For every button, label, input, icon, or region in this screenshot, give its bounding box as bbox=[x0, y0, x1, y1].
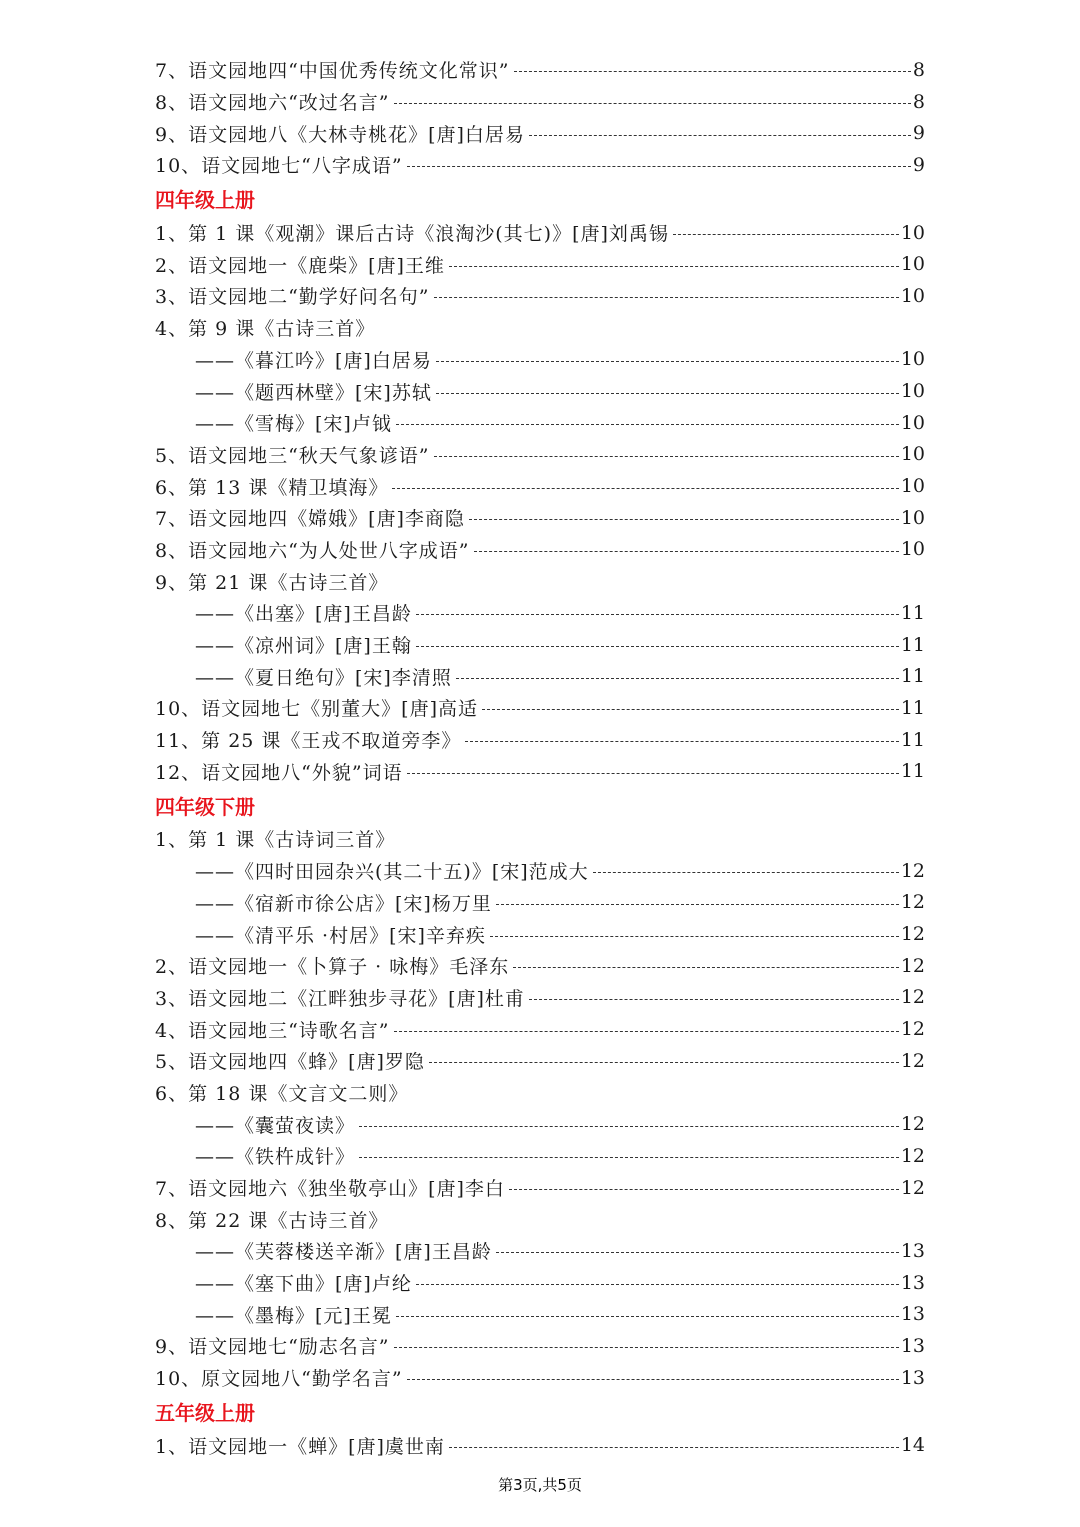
toc-subentry[interactable] bbox=[155, 887, 925, 919]
entry-title: 9、语文园地八《大林寺桃花》[唐]白居易 bbox=[155, 123, 525, 146]
entry-title: 4、语文园地三“诗歌名言” bbox=[155, 1019, 390, 1042]
dot-leader bbox=[396, 424, 899, 425]
entry-title: 7、语文园地四“中国优秀传统文化常识” bbox=[155, 60, 510, 83]
entry-title: 2、语文园地一《鹿柴》[唐]王维 bbox=[155, 254, 445, 277]
page-number: 11 bbox=[900, 665, 925, 688]
page-footer: 第3页,共5页 bbox=[498, 1476, 582, 1494]
toc-entry[interactable] bbox=[155, 280, 925, 312]
entry-title: 8、语文园地六“为人处世八字成语” bbox=[155, 539, 470, 562]
toc-entry[interactable] bbox=[155, 692, 925, 724]
page-number: 12 bbox=[900, 954, 925, 977]
toc-entry[interactable] bbox=[155, 724, 925, 756]
entry-title: 1、第 1 课《古诗词三首》 bbox=[155, 829, 396, 852]
dot-leader bbox=[593, 872, 899, 873]
page-number: 9 bbox=[912, 153, 925, 176]
page-number: 10 bbox=[900, 443, 925, 466]
entry-title: 11、第 25 课《王戎不取道旁李》 bbox=[155, 730, 462, 753]
toc-entry[interactable] bbox=[155, 1077, 925, 1109]
entry-title: 10、原文园地八“勤学名言” bbox=[155, 1368, 403, 1391]
page-number: 10 bbox=[900, 538, 925, 561]
page-number: 12 bbox=[900, 891, 925, 914]
toc-entry[interactable] bbox=[155, 950, 925, 982]
toc-subentry[interactable] bbox=[155, 1108, 925, 1140]
entry-title: ——《出塞》[唐]王昌龄 bbox=[195, 603, 412, 626]
toc-subentry[interactable] bbox=[155, 375, 925, 407]
entry-title: 10、语文园地七“八字成语” bbox=[155, 155, 403, 178]
page-number: 9 bbox=[912, 122, 925, 145]
toc-entry[interactable] bbox=[155, 1430, 925, 1462]
entry-title: ——《铁杵成针》 bbox=[195, 1146, 356, 1169]
page-number: 8 bbox=[912, 58, 925, 81]
page-number: 8 bbox=[912, 90, 925, 113]
entry-title: ——《雪梅》[宋]卢钺 bbox=[195, 413, 392, 436]
dot-leader bbox=[407, 773, 899, 774]
page-number: 12 bbox=[900, 1113, 925, 1136]
entry-title: ——《题西林壁》[宋]苏轼 bbox=[195, 381, 432, 404]
dot-leader bbox=[436, 361, 899, 362]
dot-leader bbox=[490, 936, 899, 937]
toc-entry[interactable] bbox=[155, 823, 925, 855]
toc-entry[interactable] bbox=[155, 86, 925, 118]
entry-title: ——《四时田园杂兴(其二十五)》[宋]范成大 bbox=[195, 861, 589, 884]
dot-leader bbox=[436, 393, 899, 394]
page-number: 10 bbox=[900, 380, 925, 403]
entry-title: 9、语文园地七“励志名言” bbox=[155, 1336, 390, 1359]
toc-subentry[interactable] bbox=[155, 660, 925, 692]
page-number: 10 bbox=[900, 284, 925, 307]
toc-subentry[interactable] bbox=[155, 1235, 925, 1267]
entry-title: 5、语文园地四《蜂》[唐]罗隐 bbox=[155, 1051, 425, 1074]
toc-entry[interactable] bbox=[155, 439, 925, 471]
dot-leader bbox=[456, 678, 899, 679]
entry-title: 6、第 18 课《文言文二则》 bbox=[155, 1082, 409, 1105]
entry-title: 4、第 9 课《古诗三首》 bbox=[155, 318, 376, 341]
dot-leader bbox=[416, 646, 899, 647]
toc-entry[interactable] bbox=[155, 502, 925, 534]
page-number: 12 bbox=[900, 859, 925, 882]
toc-entry[interactable] bbox=[155, 1172, 925, 1204]
toc-entry[interactable] bbox=[155, 248, 925, 280]
toc-subentry[interactable] bbox=[155, 1298, 925, 1330]
toc-entry[interactable] bbox=[155, 217, 925, 249]
toc-entry[interactable] bbox=[155, 1045, 925, 1077]
entry-title: 12、语文园地八“外貌”词语 bbox=[155, 761, 403, 784]
toc-entry[interactable] bbox=[155, 54, 925, 86]
dot-leader bbox=[482, 709, 899, 710]
section-heading: 四年级下册 bbox=[155, 794, 255, 819]
toc-subentry[interactable] bbox=[155, 855, 925, 887]
entry-title: ——《囊萤夜读》 bbox=[195, 1114, 356, 1137]
dot-leader bbox=[529, 999, 899, 1000]
toc-subentry[interactable] bbox=[155, 597, 925, 629]
page-number: 11 bbox=[900, 696, 925, 719]
page-number: 13 bbox=[900, 1334, 925, 1357]
toc-entry[interactable] bbox=[155, 1330, 925, 1362]
toc-subentry[interactable] bbox=[155, 1140, 925, 1172]
toc-entry[interactable] bbox=[155, 149, 925, 181]
toc-subentry[interactable] bbox=[155, 629, 925, 661]
page-number: 12 bbox=[900, 1144, 925, 1167]
page-number: 10 bbox=[900, 348, 925, 371]
entry-title: 3、语文园地二“勤学好问名句” bbox=[155, 286, 430, 309]
page-number: 12 bbox=[900, 1176, 925, 1199]
entry-title: 7、语文园地四《嫦娥》[唐]李商隐 bbox=[155, 508, 465, 531]
page-number: 14 bbox=[900, 1434, 925, 1457]
dot-leader bbox=[407, 166, 911, 167]
entry-title: 8、第 22 课《古诗三首》 bbox=[155, 1209, 389, 1232]
page-number: 12 bbox=[900, 923, 925, 946]
toc-subentry[interactable] bbox=[155, 1267, 925, 1299]
entry-title: 1、语文园地一《蝉》[唐]虞世南 bbox=[155, 1435, 445, 1458]
toc-entry[interactable] bbox=[155, 755, 925, 787]
page-number: 11 bbox=[900, 633, 925, 656]
toc-entry[interactable] bbox=[155, 312, 925, 344]
dot-leader bbox=[394, 103, 911, 104]
dot-leader bbox=[529, 135, 911, 136]
dot-leader bbox=[474, 551, 899, 552]
entry-title: ——《芙蓉楼送辛渐》[唐]王昌龄 bbox=[195, 1241, 492, 1264]
entry-title: 2、语文园地一《卜算子 · 咏梅》毛泽东 bbox=[155, 956, 510, 979]
dot-leader bbox=[429, 1062, 899, 1063]
page-number: 10 bbox=[900, 475, 925, 498]
dot-leader bbox=[496, 1252, 899, 1253]
dot-leader bbox=[416, 1284, 899, 1285]
entry-title: 7、语文园地六《独坐敬亭山》[唐]李白 bbox=[155, 1178, 505, 1201]
entry-title: 8、语文园地六“改过名言” bbox=[155, 92, 390, 115]
page-number: 10 bbox=[900, 411, 925, 434]
dot-leader bbox=[434, 297, 899, 298]
page-number: 12 bbox=[900, 1049, 925, 1072]
section-heading: 四年级上册 bbox=[155, 188, 255, 213]
dot-leader bbox=[394, 1347, 899, 1348]
page-number: 13 bbox=[900, 1271, 925, 1294]
dot-leader bbox=[434, 456, 899, 457]
toc-subentry[interactable] bbox=[155, 407, 925, 439]
toc-entry[interactable] bbox=[155, 565, 925, 597]
page-number: 11 bbox=[900, 760, 925, 783]
page-number: 11 bbox=[900, 728, 925, 751]
page-number: 13 bbox=[900, 1366, 925, 1389]
toc-entry[interactable] bbox=[155, 534, 925, 566]
toc-entry[interactable] bbox=[155, 1362, 925, 1394]
page-number: 12 bbox=[900, 986, 925, 1009]
entry-title: 10、语文园地七《别董大》[唐]高适 bbox=[155, 698, 479, 721]
dot-leader bbox=[509, 1189, 899, 1190]
page-number: 13 bbox=[900, 1239, 925, 1262]
toc-entry[interactable] bbox=[155, 982, 925, 1014]
entry-title: ——《凉州词》[唐]王翰 bbox=[195, 635, 412, 658]
dot-leader bbox=[392, 488, 898, 489]
dot-leader bbox=[469, 519, 899, 520]
toc-subentry[interactable] bbox=[155, 344, 925, 376]
entry-title: ——《暮江吟》[唐]白居易 bbox=[195, 349, 432, 372]
dot-leader bbox=[513, 967, 899, 968]
toc-entry[interactable] bbox=[155, 1203, 925, 1235]
dot-leader bbox=[496, 904, 899, 905]
dot-leader bbox=[359, 1126, 899, 1127]
page-number: 10 bbox=[900, 253, 925, 276]
entry-title: ——《夏日绝句》[宋]李清照 bbox=[195, 666, 452, 689]
entry-title: ——《清平乐 ·村居》[宋]辛弃疾 bbox=[195, 924, 486, 947]
entry-title: 9、第 21 课《古诗三首》 bbox=[155, 571, 389, 594]
dot-leader bbox=[465, 741, 898, 742]
page-number: 10 bbox=[900, 221, 925, 244]
page-number: 11 bbox=[900, 601, 925, 624]
toc-subentry[interactable] bbox=[155, 918, 925, 950]
dot-leader bbox=[396, 1316, 899, 1317]
dot-leader bbox=[407, 1379, 899, 1380]
toc-entry[interactable] bbox=[155, 1013, 925, 1045]
entry-title: 6、第 13 课《精卫填海》 bbox=[155, 476, 389, 499]
entry-title: 3、语文园地二《江畔独步寻花》[唐]杜甫 bbox=[155, 987, 525, 1010]
dot-leader bbox=[673, 234, 899, 235]
toc-entry[interactable] bbox=[155, 470, 925, 502]
toc-entry[interactable] bbox=[155, 117, 925, 149]
entry-title: 1、第 1 课《观潮》课后古诗《浪淘沙(其七)》[唐]刘禹锡 bbox=[155, 223, 669, 246]
table-of-contents bbox=[155, 54, 925, 1461]
dot-leader bbox=[416, 614, 899, 615]
entry-title: 5、语文园地三“秋天气象谚语” bbox=[155, 444, 430, 467]
entry-title: ——《塞下曲》[唐]卢纶 bbox=[195, 1273, 412, 1296]
dot-leader bbox=[394, 1031, 899, 1032]
dot-leader bbox=[449, 266, 899, 267]
page-number: 10 bbox=[900, 506, 925, 529]
entry-title: ——《墨梅》[元]王冕 bbox=[195, 1304, 392, 1327]
dot-leader bbox=[514, 71, 911, 72]
entry-title: ——《宿新市徐公店》[宋]杨万里 bbox=[195, 892, 492, 915]
dot-leader bbox=[359, 1157, 899, 1158]
section-heading: 五年级上册 bbox=[155, 1401, 255, 1425]
page-number: 13 bbox=[900, 1303, 925, 1326]
dot-leader bbox=[449, 1447, 899, 1448]
page-number: 12 bbox=[900, 1018, 925, 1041]
